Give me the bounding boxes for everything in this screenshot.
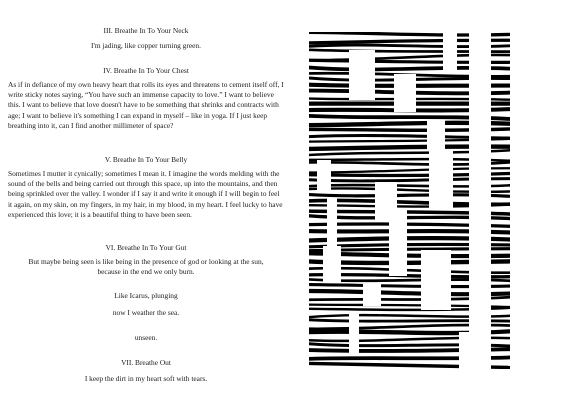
white-patch-0 [469,32,491,369]
poem-line-3: unseen. [134,333,158,342]
white-patch-5 [317,160,331,192]
text-chest: As if in defiance of my own heavy heart that rolls its eyes and threatens to cement itself off, I write sticky notes saying, “You have such an immense capacity to love.” I want to believe this. I want to believe that love doesn't have to be something that shrinks and contracts with age; I want to believe it's something I can expand in myself – like in yoga. If I just keep breathing into it, can I find another millimeter of space? [8,80,284,130]
striped-abstract-artwork [309,32,510,369]
text-gut: But maybe being seen is like being in the presence of god or looking at the sun, because in the end we only burn. [28,257,264,277]
heading-neck: III. Breathe In To Your Neck [103,26,189,35]
heading-belly: V. Breathe In To Your Belly [104,155,188,164]
white-patch-12 [363,284,381,306]
artwork-svg [309,32,510,369]
heading-out: VII. Breathe Out [121,358,171,367]
white-patch-1 [443,32,457,72]
white-patch-6 [429,150,453,208]
poem-line-1: Like Icarus, plunging [114,291,178,300]
white-patch-2 [349,50,375,100]
white-patch-13 [349,312,359,356]
white-patch-4 [427,120,445,150]
poem-line-2: now I weather the sea. [112,308,180,317]
text-belly: Sometimes I mutter it cynically; sometimes I mean it. I imagine the words melding with the sound of the bells and being carried out through this space, up into the mountains, and then being sprinkled over the valley. I wonder if I say it and write it enough if I will begin to feel it again, on my skin, on my fingers, in my hair, in my blood, in my heart. I feel lucky to have experienced this love; it is a beautiful thing to have been seen. [8,169,283,219]
white-patch-8 [327,198,337,246]
white-patch-9 [389,208,407,276]
heading-chest: IV. Breathe In To Your Chest [103,66,189,75]
text-neck: I'm jading, like copper turning green. [91,41,201,50]
white-patch-3 [394,74,416,112]
heading-gut: VI. Breathe In To Your Gut [105,243,187,252]
white-patch-14 [459,332,481,369]
white-patch-11 [421,250,451,310]
text-out: I keep the dirt in my heart soft with tears. [84,374,208,383]
white-patch-10 [323,246,341,282]
